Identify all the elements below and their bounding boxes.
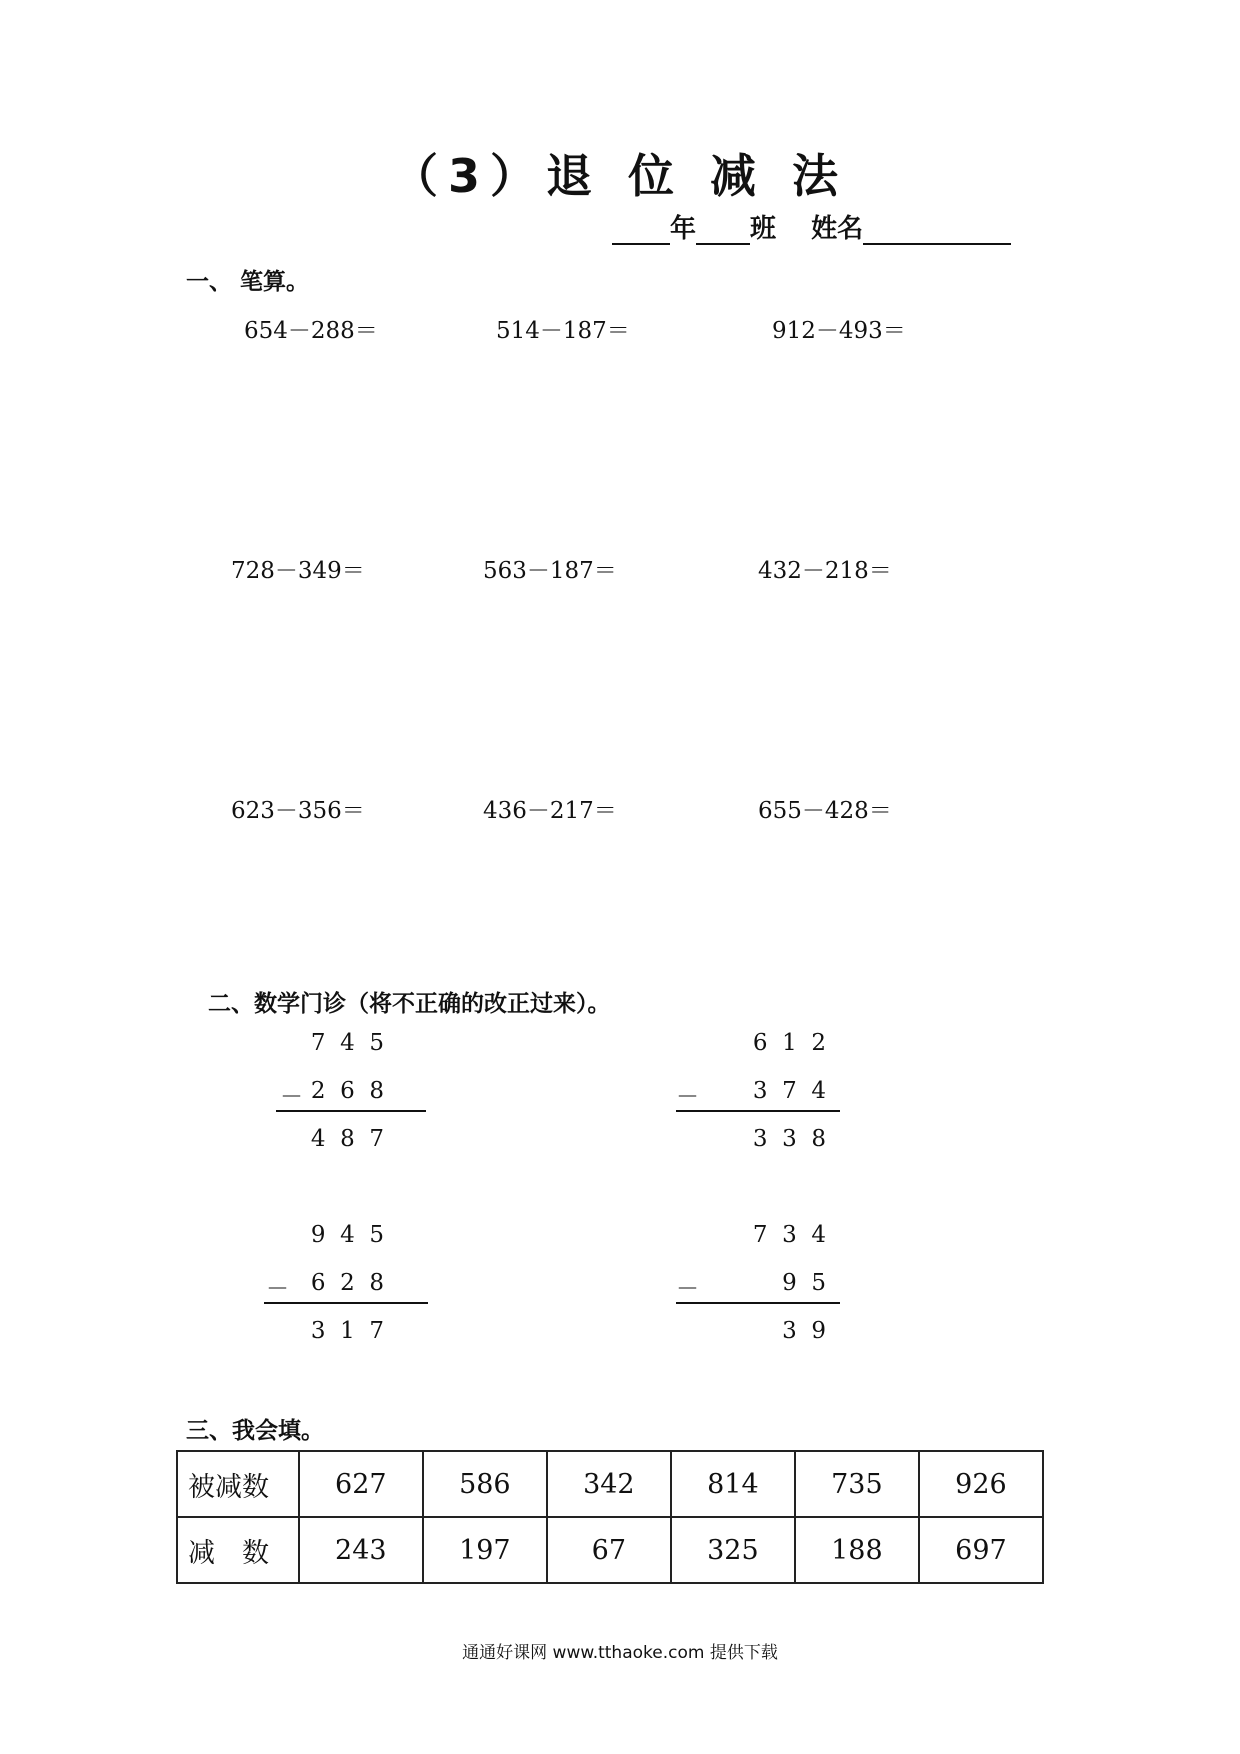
minuend: 9 4 5	[310, 1222, 384, 1248]
minuend: 6 1 2	[752, 1030, 826, 1056]
name-label: 姓名	[811, 214, 864, 244]
table-cell: 627	[299, 1451, 423, 1517]
table-cell: 342	[547, 1451, 671, 1517]
row-label-subtrahend: 减 数	[177, 1517, 299, 1583]
table-cell: 67	[547, 1517, 671, 1583]
fill-table	[176, 1450, 1044, 1584]
section2-heading: 二、数学门诊（将不正确的改正过来）。	[208, 991, 611, 1017]
table-cell: 814	[671, 1451, 795, 1517]
calc-problem: 514－187＝	[496, 318, 630, 344]
subtrahend: 9 5	[782, 1270, 826, 1296]
minus-sign: －	[676, 1276, 699, 1302]
subtrahend: 2 6 8	[310, 1078, 384, 1104]
result: 3 1 7	[310, 1318, 384, 1344]
footer-credit: 通通好课网 www.tthaoke.com 提供下载	[462, 1643, 778, 1663]
worksheet-title: （3）退 位 减 法	[391, 149, 849, 203]
table-cell: 243	[299, 1517, 423, 1583]
subtrahend: 3 7 4	[752, 1078, 826, 1104]
table-cell: 586	[423, 1451, 547, 1517]
calc-problem: 623－356＝	[231, 798, 365, 824]
minuend: 7 3 4	[752, 1222, 826, 1248]
year-blank[interactable]	[612, 217, 670, 245]
minuend: 7 4 5	[310, 1030, 384, 1056]
calc-problem: 654－288＝	[244, 318, 378, 344]
answer-line	[676, 1110, 840, 1112]
subtrahend: 6 2 8	[310, 1270, 384, 1296]
vertical-problem	[240, 1222, 420, 1382]
calc-problem: 436－217＝	[483, 798, 617, 824]
calc-problem: 912－493＝	[772, 318, 906, 344]
table-cell: 697	[919, 1517, 1043, 1583]
section1-heading: 一、 笔算。	[186, 269, 310, 295]
result: 4 8 7	[310, 1126, 384, 1152]
row-label-minuend: 被减数	[177, 1451, 299, 1517]
minus-sign: －	[676, 1084, 699, 1110]
table-row	[177, 1451, 1043, 1517]
table-cell: 188	[795, 1517, 919, 1583]
calc-problem: 655－428＝	[758, 798, 892, 824]
minus-sign: －	[280, 1084, 303, 1110]
answer-line	[276, 1110, 426, 1112]
table-cell: 197	[423, 1517, 547, 1583]
vertical-problem	[640, 1222, 826, 1382]
class-blank[interactable]	[696, 217, 750, 245]
calc-problem: 728－349＝	[231, 558, 365, 584]
vertical-problem	[640, 1030, 826, 1190]
result: 3 9	[782, 1318, 826, 1344]
section3-heading: 三、我会填。	[186, 1418, 324, 1444]
result: 3 3 8	[752, 1126, 826, 1152]
class-label: 班	[750, 214, 777, 244]
table-cell: 325	[671, 1517, 795, 1583]
year-label: 年	[670, 214, 697, 244]
table-cell: 926	[919, 1451, 1043, 1517]
table-cell: 735	[795, 1451, 919, 1517]
name-blank[interactable]	[863, 217, 1011, 245]
vertical-problem	[240, 1030, 420, 1190]
student-info	[612, 208, 1011, 245]
answer-line	[676, 1302, 840, 1304]
table-row	[177, 1517, 1043, 1583]
calc-problem: 563－187＝	[483, 558, 617, 584]
minus-sign: －	[266, 1276, 289, 1302]
answer-line	[264, 1302, 428, 1304]
calc-problem: 432－218＝	[758, 558, 892, 584]
